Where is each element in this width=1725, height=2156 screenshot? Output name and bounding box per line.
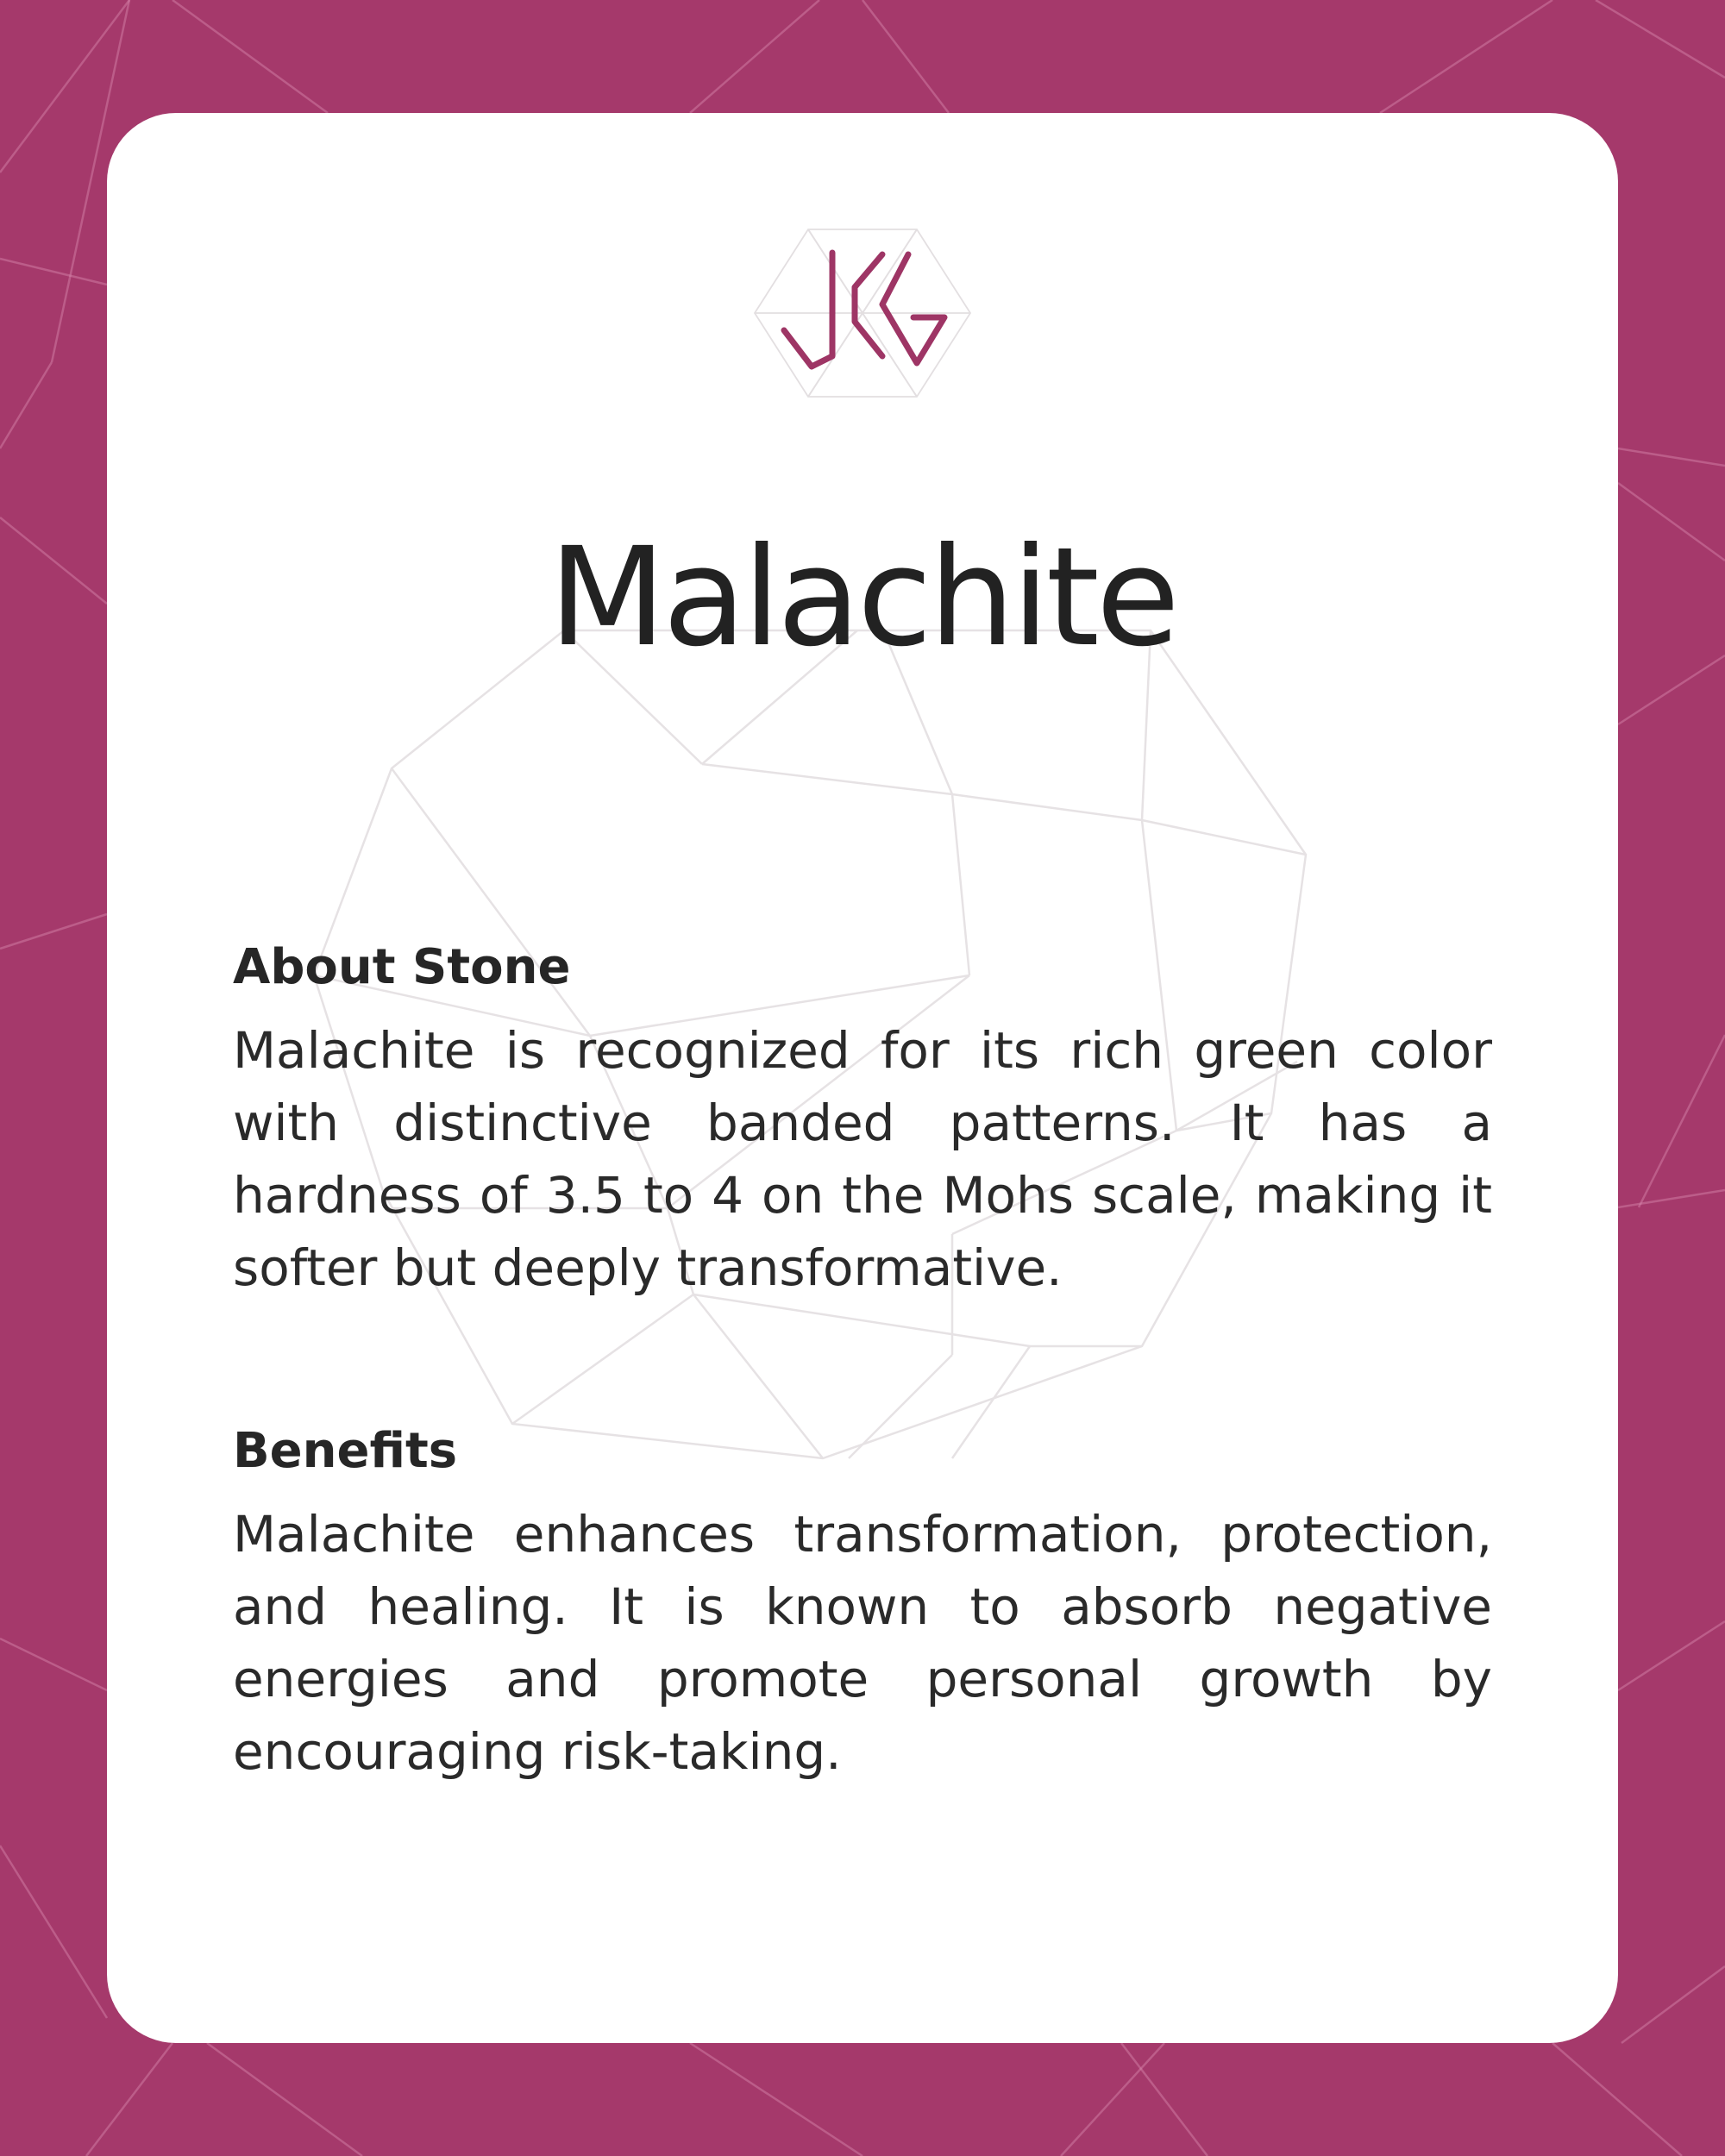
benefits-heading: Benefits bbox=[233, 1423, 458, 1479]
jcg-logo bbox=[753, 227, 972, 399]
benefits-body: Malachite enhances transformation, protection, and healing. It is known to absorb negative energies and promote personal growth by encouraging risk-taking. bbox=[233, 1505, 1492, 1781]
page-title: Malachite bbox=[549, 518, 1176, 677]
about-body: Malachite is recognized for its rich green color with distinctive banded patterns. It has a hardness of 3.5 to 4 on the Mohs scale, making it softer but deeply transformative. bbox=[233, 1021, 1492, 1297]
about-heading: About Stone bbox=[233, 939, 571, 995]
info-card bbox=[107, 113, 1618, 2043]
about-section bbox=[233, 937, 1492, 1304]
benefits-section bbox=[233, 1420, 1492, 1788]
